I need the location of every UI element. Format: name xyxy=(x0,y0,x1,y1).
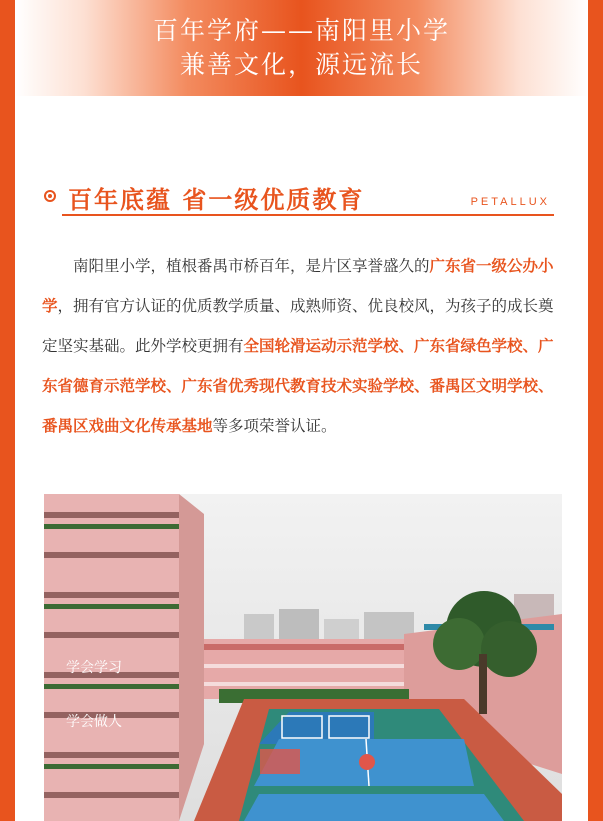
left-border xyxy=(0,0,15,821)
section-title: 百年底蕴 省一级优质教育 xyxy=(68,185,365,214)
banner-title xyxy=(15,14,588,82)
intro-paragraph xyxy=(42,246,560,446)
banner-line-2: 兼善文化，源远流长 xyxy=(179,50,423,79)
highlight-province-school: 广东省一级公办小学 xyxy=(42,257,554,315)
section-underline xyxy=(62,214,554,216)
banner-line-1: 百年学府——南阳里小学 xyxy=(152,16,450,45)
school-photo xyxy=(44,494,562,821)
photo-slogan-2: 学会做人 xyxy=(66,714,122,730)
school-campus-illustration xyxy=(44,494,562,821)
section-heading xyxy=(44,180,554,220)
photo-slogan-1: 学会学习 xyxy=(66,660,122,676)
paragraph-text-3: 等多项荣誉认证。 xyxy=(212,417,337,435)
bullet-icon xyxy=(44,190,56,202)
right-border xyxy=(588,0,603,821)
paragraph-text-2: ，拥有官方认证的优质教学质量、成熟师资、优良校风，为孩子的成长奠定坚实基础。此外学校更拥有 xyxy=(42,297,554,355)
header-banner xyxy=(15,0,588,96)
highlight-honors: 全国轮滑运动示范学校、广东省绿色学校、广东省德育示范学校、广东省优秀现代教育技术实验学校、番禺区文明学校、番禺区戏曲文化传承基地 xyxy=(42,337,554,435)
brand-label: PETALLUX xyxy=(470,196,550,208)
paragraph-text-1: 南阳里小学，植根番禺市桥百年，是片区享誉盛久的 xyxy=(73,257,430,275)
